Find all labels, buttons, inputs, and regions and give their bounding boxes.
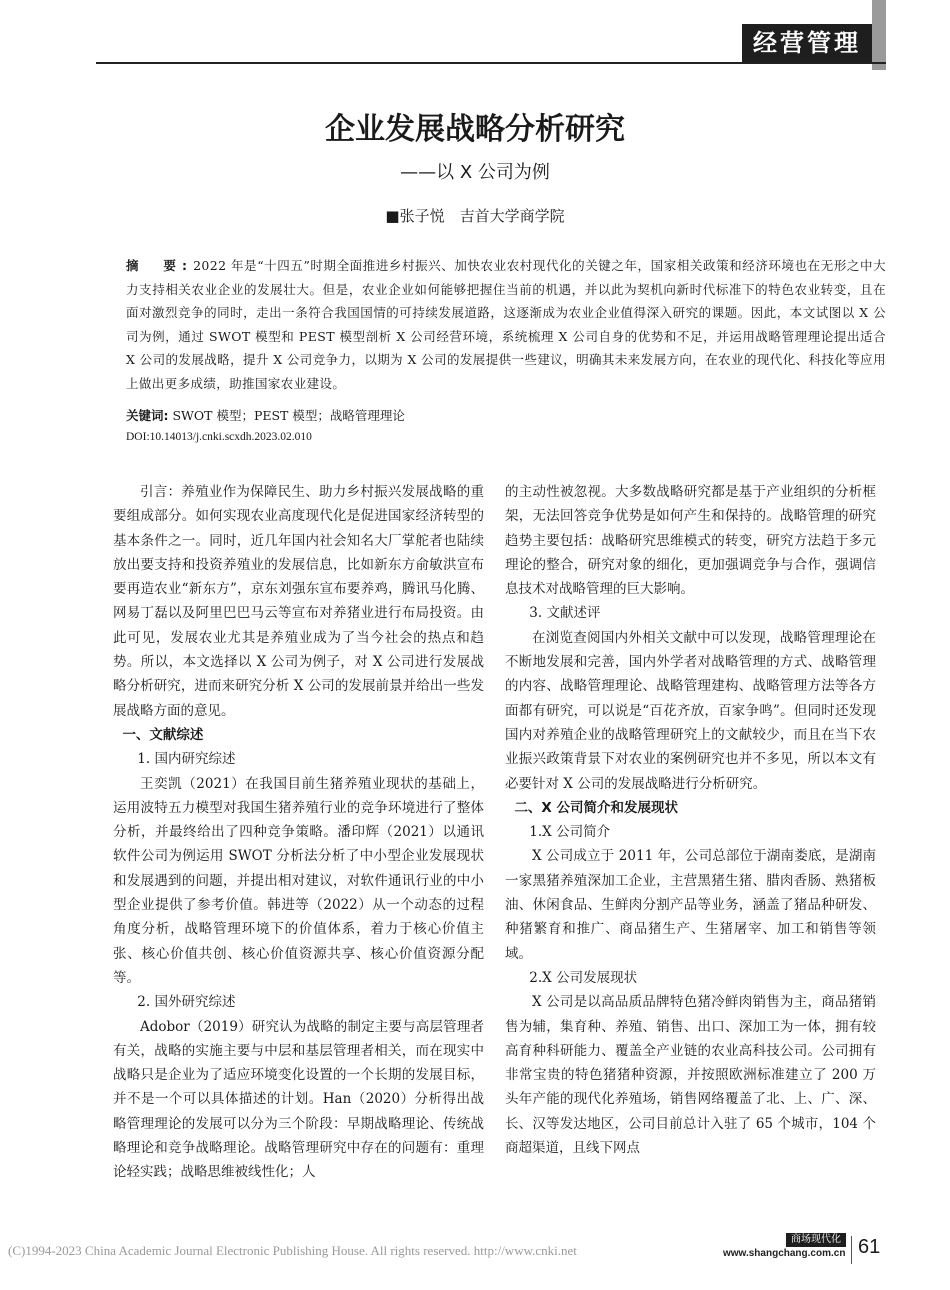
- intro-paragraph: 引言：养殖业作为保障民生、助力乡村振兴发展战略的重要组成部分。如何实现农业高度现代化是促进国家经济转型的基本条件之一。同时，近几年国内社会知名大厂掌舵者也陆续放出要支持和投资养殖业的发展信息，比如新东方俞敏洪宣布要再造农业“新东方”，京东刘强东宣布要养鸡，腾讯马化腾、网易丁磊以及阿里巴巴马云等宣布对养猪业进行布局投资。由此可见，发展农业尤其是养殖业成为了当今社会的热点和趋势。所以，本文选择以 X 公司为例子，对 X 公司进行发展战略分析研究，进而来研究分析 X 公司的发展前景并给出一些发展战略方面的意见。: [113, 484, 484, 719]
- paragraph-company-status: X 公司是以高品质品牌特色猪冷鲜肉销售为主，商品猪销售为辅，集育种、养殖、销售、出口、深加工为一体，拥有较高育种科研能力、覆盖全产业链的农业高科技公司。公司拥有非常宝贵的特色猪猪种资源，并按照欧洲标准建立了 200 万头年产能的现代化养殖场，销售网络覆盖了北、上、广、深、长、汉等发达地区，公司目前总计入驻了 65 个城市，104 个商超渠道，且线下网点: [505, 994, 876, 1157]
- subheading-review: 3. 文献述评: [529, 605, 601, 622]
- section-tab: 经营管理: [742, 24, 872, 62]
- subheading-foreign: 2. 国外研究综述: [137, 994, 236, 1011]
- footer-separator: [851, 1236, 852, 1264]
- paragraph-review: 在浏览查阅国内外相关文献中可以发现，战略管理理论在不断地发展和完善，国内外学者对战略管理的方式、战略管理的内容、战略管理理论、战略管理建构、战略管理方法等各方面都有研究，可以说是“百花齐放，百家争鸣”。但同时还发现国内对养殖企业的战略管理研究上的文献较少，而且在当下农业振兴政策背景下对农业的案例研究也并不多见，所以本文有必要针对 X 公司的发展战略进行分析研究。: [505, 629, 876, 792]
- keywords-text: SWOT 模型；PEST 模型；战略管理理论: [168, 408, 405, 423]
- paragraph-domestic: 王奕凯（2021）在我国目前生猪养殖业现状的基础上，运用波特五力模型对我国生猪养殖行业的竞争环境进行了整体分析，并最终给出了四种竞争策略。潘印辉（2021）以通讯软件公司为例运用 SWOT 分析法分析了中小型企业发展现状和发展遇到的问题，并提出相对建议，对软件通讯行业的中小型企业提供了参考价值。韩进等（2022）从一个动态的过程角度分析，战略管理环境下的价值体系，着力于核心价值主张、核心价值共创、核心价值资源共享、核心价值资源分配等。: [113, 775, 484, 986]
- keywords-label: 关键词:: [126, 408, 169, 423]
- abstract-label: 摘 要:: [126, 258, 194, 273]
- subheading-company-intro: 1.X 公司简介: [529, 824, 611, 841]
- copyright-notice: (C)1994-2023 China Academic Journal Electronic Publishing House. All rights reserved. http://www.cnki.net: [8, 1243, 577, 1258]
- header-rule: [96, 62, 886, 64]
- left-column: [113, 480, 484, 1185]
- header-gray-bar: [872, 0, 886, 70]
- article-author: ■张子悦 吉首大学商学院: [385, 207, 565, 225]
- keywords: [126, 406, 886, 424]
- article-subtitle: ——以 X 公司为例: [400, 162, 550, 183]
- subheading-company-status: 2.X 公司发展现状: [529, 969, 638, 986]
- section-heading-1: 一、文献综述: [122, 726, 204, 743]
- paragraph-company-intro: X 公司成立于 2011 年，公司总部位于湖南娄底，是湖南一家黑猪养殖深加工企业，主营黑猪生猪、腊肉香肠、熟猪板油、休闲食品、生鲜肉分割产品等业务，涵盖了猪品种研发、种猪繁育和推广、商品猪生产、生猪屠宰、加工和销售等领域。: [505, 848, 876, 962]
- abstract: [126, 254, 886, 395]
- paragraph-continued: 的主动性被忽视。大多数战略研究都是基于产业组织的分析框架，无法回答竞争优势是如何产生和保持的。战略管理的研究趋势主要包括：战略研究思维模式的转变，研究方法趋于多元理论的整合，研究对象的细化，更加强调竞争与合作，强调信息技术对战略管理的巨大影响。: [505, 484, 876, 598]
- paragraph-foreign: Adobor（2019）研究认为战略的制定主要与高层管理者有关，战略的实施主要与中层和基层管理者相关，而在现实中战略只是企业为了适应环境变化设置的一个长期的发展目标，并不是一个可以具体描述的计划。Han（2020）分析得出战略管理理论的发展可以分为三个阶段：早期战略理论、传统战略理论和竞争战略理论。战略管理研究中存在的问题有：重理论轻实践；战略思维被线性化；人: [113, 1018, 484, 1181]
- right-column: [505, 480, 876, 1160]
- article-title: 企业发展战略分析研究: [325, 112, 625, 147]
- subheading-domestic: 1. 国内研究综述: [137, 751, 236, 768]
- doi: DOI:10.14013/j.cnki.scxdh.2023.02.010: [126, 431, 312, 443]
- section-heading-2: 二、X 公司简介和发展现状: [514, 799, 679, 816]
- journal-website: www.shangchang.com.cn: [723, 1248, 846, 1259]
- page-number: 61: [858, 1236, 881, 1258]
- abstract-text: 2022 年是“十四五”时期全面推进乡村振兴、加快农业农村现代化的关键之年，国家相关政策和经济环境也在无形之中大力支持相关农业企业的发展壮大。但是，农业企业如何能够把握住当前的机遇，并以此为契机向新时代标准下的特色农业转变，且在面对激烈竞争的同时，走出一条符合我国国情的可持续发展道路，这逐渐成为农业企业值得深入研究的课题。因此，本文试图以 X 公司为例，通过 SWOT 模型和 PEST 模型剖析 X 公司经营环境，系统梳理 X 公司自身的优势和不足，并运用战略管理理论提出适合 X 公司的发展战略，提升 X 公司竞争力，以期为 X 公司的发展提供一些建议，明确其未来发展方向，在农业的现代化、科技化等应用上做出更多成绩，助推国家农业建设。: [126, 258, 887, 391]
- journal-logo: 商场现代化: [786, 1233, 846, 1247]
